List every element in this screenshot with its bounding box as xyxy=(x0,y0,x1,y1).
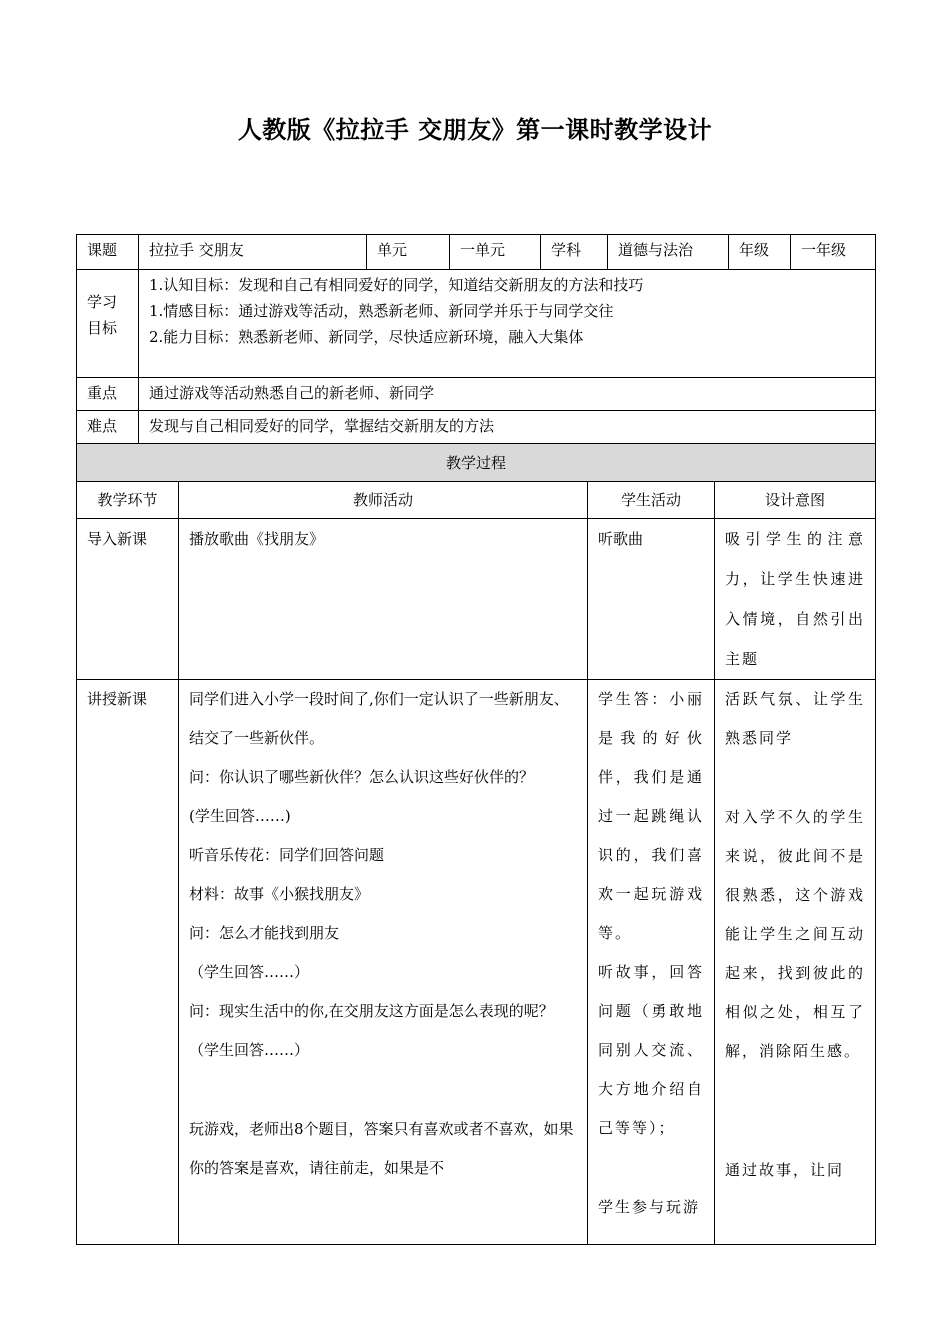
goal-cognitive: 1.认知目标：发现和自己有相同爱好的同学，知道结交新朋友的方法和技巧 xyxy=(149,276,644,294)
teach-stage: 讲授新课 xyxy=(77,680,179,1245)
intro-student: 听歌曲 xyxy=(588,519,715,680)
teach-student: 学生答：小丽是我的好伙伴，我们是通过一起跳绳认识的，我们喜欢一起玩游戏等。 听故事，回答问题（勇敢地同别人交流、大方地介绍自己等等）； 学生参与玩游 xyxy=(588,680,715,1245)
key-point-label: 重点 xyxy=(77,378,139,411)
topic-label: 课题 xyxy=(77,235,139,270)
col-teacher: 教师活动 xyxy=(179,482,588,519)
goal-emotional: 1.情感目标：通过游戏等活动，熟悉新老师、新同学并乐于与同学交往 xyxy=(149,302,614,320)
key-point-value: 通过游戏等活动熟悉自己的新老师、新同学 xyxy=(139,378,876,411)
difficulty-label: 难点 xyxy=(77,411,139,444)
subject-label: 学科 xyxy=(541,235,608,270)
teaching-process-table xyxy=(76,443,876,1245)
process-header: 教学过程 xyxy=(77,444,876,482)
goals-label: 学习 目标 xyxy=(77,270,139,378)
topic-value: 拉拉手 交朋友 xyxy=(139,235,367,270)
difficulty-value: 发现与自己相同爱好的同学，掌握结交新朋友的方法 xyxy=(139,411,876,444)
grade-value: 一年级 xyxy=(791,235,876,270)
grade-label: 年级 xyxy=(729,235,791,270)
intro-stage: 导入新课 xyxy=(77,519,179,680)
unit-label: 单元 xyxy=(367,235,450,270)
learning-goals xyxy=(139,270,876,378)
teach-teacher: 同学们进入小学一段时间了,你们一定认识了一些新朋友、结交了一些新伙伴。 问：你认识了哪些新伙伴？怎么认识这些好伙伴的？ (学生回答……) 听音乐传花：同学们回答问题 材料：故事《小猴找朋友》 问：怎么才能找到朋友 （学生回答……） 问：现实生活中的你,在交朋友这方面是怎么表现的呢？ （学生回答……） 玩游戏，老师出8个题目，答案只有喜欢或者不喜欢，如果你的答案是喜欢，请往前走，如果是不 xyxy=(179,680,588,1245)
unit-value: 一单元 xyxy=(450,235,541,270)
col-student: 学生活动 xyxy=(588,482,715,519)
col-stage: 教学环节 xyxy=(77,482,179,519)
lesson-info-table xyxy=(76,234,876,444)
teach-design: 活跃气氛、让学生熟悉同学 对入学不久的学生来说，彼此间不是很熟悉，这个游戏能让学生之间互动起来，找到彼此的相似之处，相互了解，消除陌生感。 通过故事，让同 xyxy=(715,680,876,1245)
intro-design: 吸引学生的注意力，让学生快速进入情境，自然引出主题 xyxy=(715,519,876,680)
goal-ability: 2.能力目标：熟悉新老师、新同学，尽快适应新环境，融入大集体 xyxy=(149,328,584,346)
col-design: 设计意图 xyxy=(715,482,876,519)
document-title: 人教版《拉拉手 交朋友》第一课时教学设计 xyxy=(237,115,713,144)
subject-value: 道德与法治 xyxy=(608,235,729,270)
intro-teacher: 播放歌曲《找朋友》 xyxy=(179,519,588,680)
